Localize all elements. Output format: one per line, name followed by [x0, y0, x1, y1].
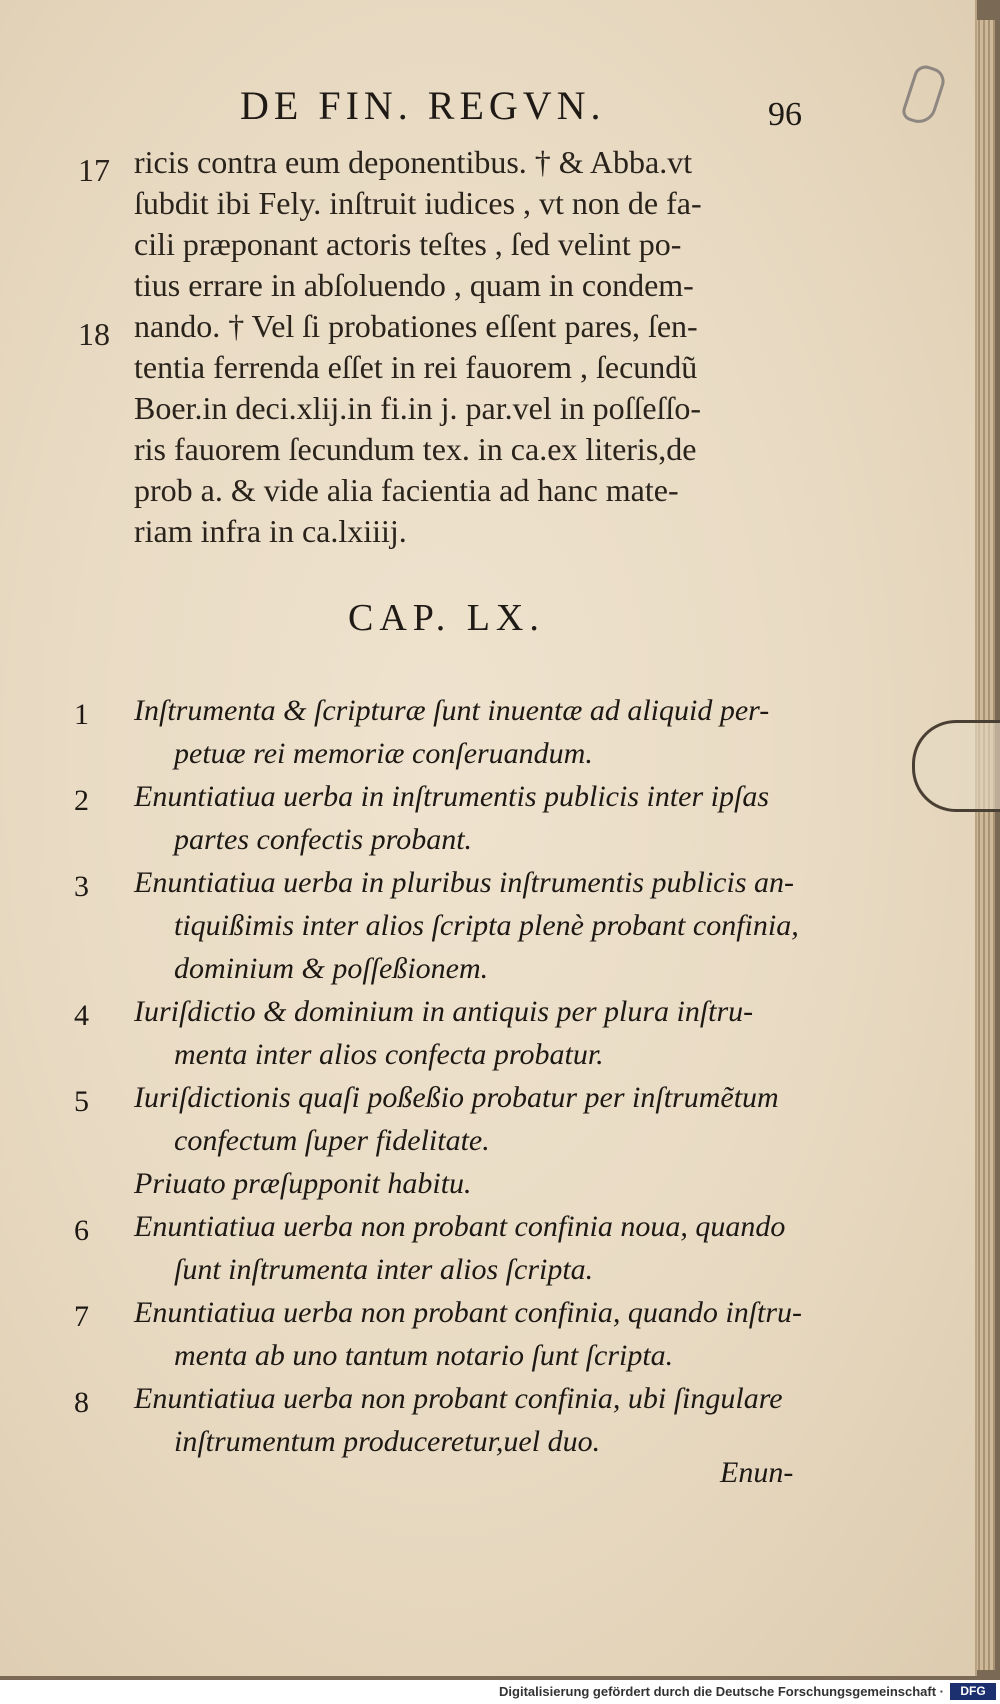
summary-number: 2 [74, 784, 89, 817]
chapter-title: CAP. LX. [348, 597, 545, 639]
body-line: ſubdit ibi Fely. inſtruit iudices , vt non de fa- [134, 185, 702, 221]
body-line: cili præponant actoris teſtes , ſed velint po- [134, 226, 682, 262]
margin-number: 17 [78, 152, 110, 188]
summary-line: Inſtrumenta & ſcripturæ ſunt inuentæ ad aliquid per- [134, 694, 770, 727]
summary-line: confectum ſuper fidelitate. [174, 1124, 490, 1157]
summary-line: Iuriſdictio & dominium in antiquis per plura inſtru- [134, 995, 754, 1028]
summary-line: dominium & poſſeßionem. [174, 952, 489, 985]
body-line: prob a. & vide alia facientia ad hanc mate- [134, 472, 679, 508]
summary-number: 6 [74, 1214, 89, 1247]
body-line: tentia ferrenda eſſet in rei fauorem , ſecundũ [134, 349, 698, 385]
body-line: ris fauorem ſecundum tex. in ca.ex literis,de [134, 431, 697, 467]
summary-line: menta inter alios confecta probatur. [174, 1038, 604, 1071]
summary-line: Enuntiatiua uerba in pluribus inſtrumentis publicis an- [134, 866, 794, 899]
running-head: DE FIN. REGVN. [240, 83, 606, 128]
summary-line: Iuriſdictionis quaſi poßeßio probatur per inſtrumẽtum [134, 1081, 779, 1114]
body-line: Boer.in deci.xlij.in fi.in j. par.vel in poſſeſſo- [134, 390, 702, 426]
summary-number: 5 [74, 1085, 89, 1118]
summary-number: 1 [74, 698, 89, 731]
dfg-logo: DFG [950, 1683, 996, 1700]
summary-number: 7 [74, 1300, 89, 1333]
summary-number: 3 [74, 870, 89, 903]
summary-line: inſtrumentum produceretur,uel duo. [174, 1425, 601, 1458]
summary-line: Enuntiatiua uerba non probant confinia, quando inſtru- [134, 1296, 803, 1329]
catchword: Enun- [720, 1456, 794, 1489]
summary-line: menta ab uno tantum notario ſunt ſcripta. [174, 1339, 674, 1372]
summary-line: Enuntiatiua uerba non probant confinia noua, quando [134, 1210, 786, 1243]
margin-number: 18 [78, 316, 110, 352]
body-line: ricis contra eum deponentibus. † & Abba.vt [134, 144, 693, 180]
body-line: tius errare in abſoluendo , quam in condem- [134, 267, 694, 303]
summary-line: ſunt inſtrumenta inter alios ſcripta. [174, 1253, 594, 1286]
summary-number: 4 [74, 999, 89, 1032]
footer-credit: Digitalisierung gefördert durch die Deutsche Forschungsgemeinschaft · [499, 1684, 944, 1699]
summary-line: petuæ rei memoriæ conſeruandum. [174, 737, 593, 770]
page-number: 96 [768, 96, 802, 133]
summary-line: Enuntiatiua uerba non probant confinia, ubi ſingulare [134, 1382, 783, 1415]
body-line: nando. † Vel ſi probationes eſſent pares, ſen- [134, 308, 698, 344]
summary-line: Enuntiatiua uerba in inſtrumentis publicis inter ipſas [134, 780, 769, 813]
summary-line: partes confectis probant. [174, 823, 473, 856]
body-line: riam infra in ca.lxiiij. [134, 513, 407, 549]
clasp [912, 720, 1000, 812]
summary-line: tiquißimis inter alios ſcripta plenè probant confinia, [174, 909, 799, 942]
footer [0, 1681, 1000, 1704]
summary-line: Priuato præſupponit habitu. [134, 1167, 472, 1200]
corner-mark [900, 62, 948, 127]
summary-number: 8 [74, 1386, 89, 1419]
